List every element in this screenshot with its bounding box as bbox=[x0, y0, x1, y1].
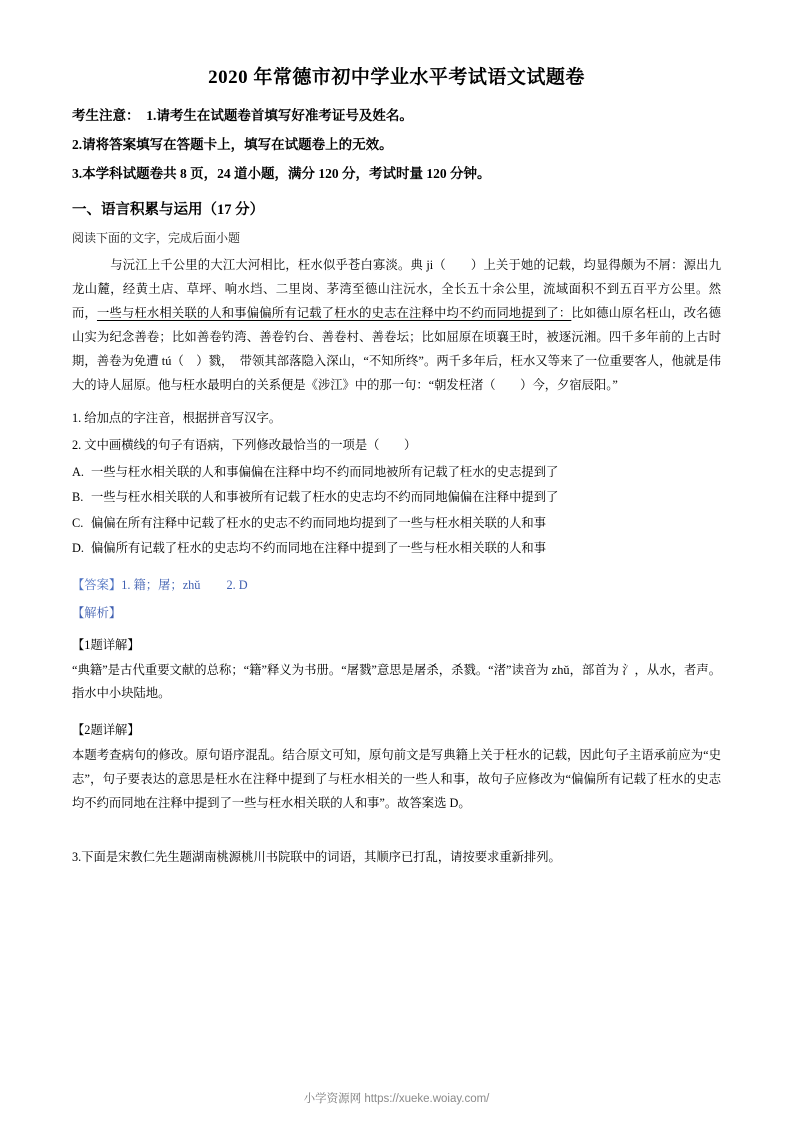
answer-block bbox=[72, 574, 721, 596]
section-heading: 一、语言积累与运用（17 分） bbox=[72, 201, 265, 218]
question-3: 3.下面是宋教仁先生题湖南桃源桃川书院联中的词语，其顺序已打乱，请按要求重新排列。 bbox=[72, 850, 561, 865]
answer-tag: 【答案】 bbox=[72, 578, 122, 593]
passage-body bbox=[72, 254, 721, 398]
passage-part-1: 与沅江上千公里的大江大河相比，枉水似乎苍白寡淡。典 ji（ ）上关于她的记载，均显得颇为不屑：源出九龙山麓，经黄土店、草坪、响水垱、二里岗、茅湾至德山注沅水，全长五十余公里，流域面积不到五百平方公里。然而， bbox=[72, 257, 721, 320]
option-d-text: 偏偏所有记载了枉水的史志均不约而同地在注释中提到了一些与枉水相关联的人和事 bbox=[91, 541, 546, 556]
detail-2-heading: 【2题详解】 bbox=[72, 723, 140, 738]
option-d[interactable] bbox=[72, 537, 721, 560]
option-c[interactable] bbox=[72, 512, 721, 535]
notice-line-2: 2.请将答案填写在答题卡上，填写在试题卷上的无效。 bbox=[72, 137, 393, 153]
passage-underlined-sentence: 一些与枉水相关联的人和事偏偏所有记载了枉水的史志在注释中均不约而同地提到了： bbox=[96, 305, 572, 320]
passage-part-2: 比如德山原名枉山，改名德山实为纪念善卷；比如善卷钓湾、善卷钓台、善卷村、善卷坛；比如屈原在顷襄王时，被逐沅湘。四千多年前的上古时期，善卷为免遭 tú（ ）戮， 带领其部落隐入深山，“不知所终”。两千多年后，枉水又等来了一位重要客人，他就是伟大的诗人屈原。他与枉水最明白的关系便是《涉江》中的那一句：“朝发枉渚（ ）今，夕宿辰阳。” bbox=[72, 305, 721, 392]
answer-item-1: 1. 籍；屠；zhǔ bbox=[121, 578, 201, 593]
option-b-text: 一些与枉水相关联的人和事被所有记载了枉水的史志均不约而同地偏偏在注释中提到了 bbox=[91, 490, 559, 505]
option-a-label: A. bbox=[72, 464, 84, 479]
detail-1-body: “典籍”是古代重要文献的总称；“籍”释义为书册。“屠戮”意思是屠杀，杀戮。“渚”读音为 zhǔ，部首为 氵，从水，者声。指水中小块陆地。 bbox=[72, 662, 721, 701]
watermark-url: https://xueke.woiay.com/ bbox=[364, 1093, 490, 1105]
question-1: 1. 给加点的字注音，根据拼音写汉字。 bbox=[72, 411, 282, 426]
notice-line-3: 3.本学科试题卷共 8 页，24 道小题，满分 120 分，考试时量 120 分钟。 bbox=[72, 166, 491, 182]
option-a[interactable] bbox=[72, 461, 721, 484]
analysis-tag: 【解析】 bbox=[72, 605, 122, 620]
notice-line-1: 考生注意： 1.请考生在试题卷首填写好准考证号及姓名。 bbox=[72, 108, 413, 123]
option-b[interactable] bbox=[72, 486, 721, 509]
watermark-name: 小学资源网 bbox=[303, 1093, 362, 1105]
option-c-label: C. bbox=[72, 515, 84, 530]
option-b-label: B. bbox=[72, 490, 84, 505]
detail-2-body: 本题考查病句的修改。原句语序混乱。结合原文可知，原句前文是写典籍上关于枉水的记载，因此句子主语承前应为“史志”，句子要表达的意思是枉水在注释中提到了与枉水相关的一些人和事，故句子应修改为“偏偏所有记载了枉水的史志均不约而同地在注释中提到了一些与枉水相关联的人和事”。故答案选 D。 bbox=[72, 748, 721, 811]
option-d-label: D. bbox=[72, 541, 84, 556]
option-a-text: 一些与枉水相关联的人和事偏偏在注释中均不约而同地被所有记载了枉水的史志提到了 bbox=[91, 464, 559, 479]
watermark bbox=[0, 1090, 793, 1106]
option-c-text: 偏偏在所有注释中记载了枉水的史志不约而同地均提到了一些与枉水相关联的人和事 bbox=[91, 515, 546, 530]
detail-1-heading: 【1题详解】 bbox=[72, 637, 140, 652]
page-title: 2020 年常德市初中学业水平考试语文试题卷 bbox=[208, 67, 585, 88]
answer-item-2: 2. D bbox=[226, 578, 248, 593]
question-2: 2. 文中画横线的句子有语病，下列修改最恰当的一项是（ ） bbox=[72, 438, 417, 453]
passage-lead: 阅读下面的文字，完成后面小题 bbox=[72, 230, 241, 245]
